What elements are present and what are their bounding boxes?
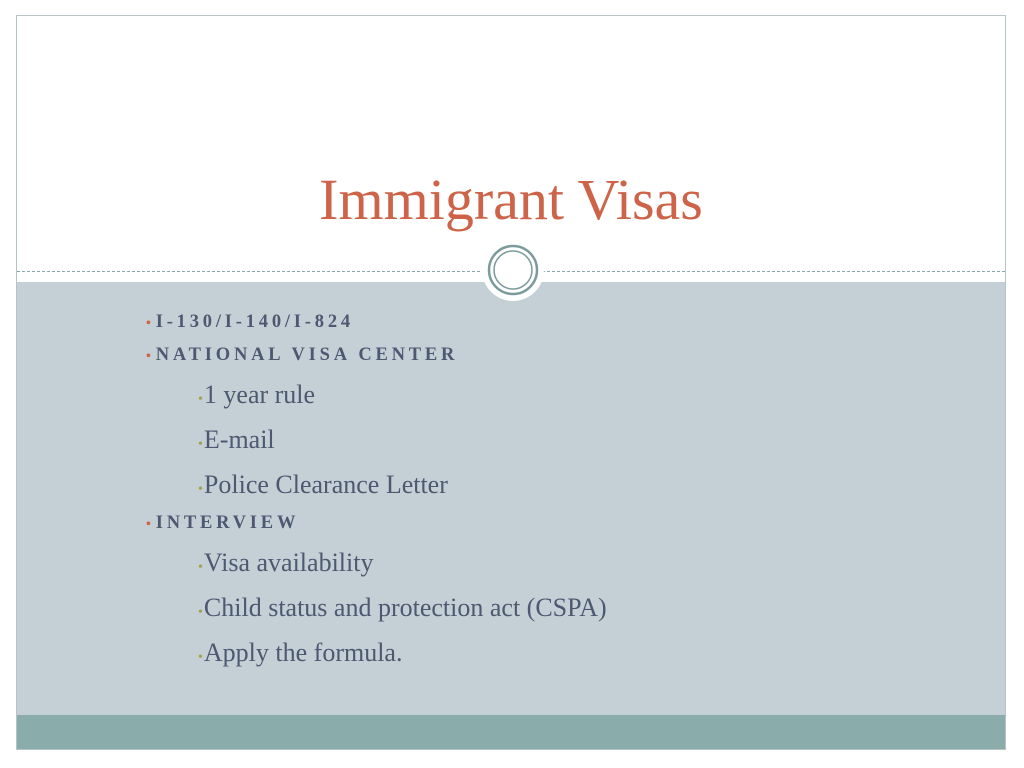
bullet-marker: • <box>198 482 203 497</box>
bullet-marker: • <box>198 560 203 575</box>
list-item <box>146 462 607 507</box>
bullet-text: Apply the formula. <box>203 638 403 667</box>
list-item <box>146 507 607 540</box>
bullet-marker: • <box>146 349 155 364</box>
list-item <box>146 540 607 585</box>
list-item <box>146 306 607 339</box>
list-item <box>146 339 607 372</box>
bullet-marker: • <box>146 517 155 532</box>
list-item <box>146 372 607 417</box>
footer-band <box>17 715 1005 749</box>
bullet-text: INTERVIEW <box>155 513 300 533</box>
bullet-marker: • <box>198 437 203 452</box>
bullet-text: E-mail <box>203 425 275 454</box>
bullet-text: Police Clearance Letter <box>203 470 448 499</box>
bullet-list <box>146 306 607 675</box>
slide-title: Immigrant Visas <box>319 167 703 232</box>
bullet-marker: • <box>146 316 155 331</box>
list-item <box>146 585 607 630</box>
list-item <box>146 630 607 675</box>
bullet-marker: • <box>198 605 203 620</box>
bullet-text: I-130/I-140/I-824 <box>155 312 354 332</box>
bullet-text: 1 year rule <box>203 380 316 409</box>
bullet-text: NATIONAL VISA CENTER <box>155 345 459 365</box>
circle-ornament-icon <box>481 238 545 302</box>
bullet-text: Visa availability <box>203 548 374 577</box>
bullet-marker: • <box>198 392 203 407</box>
bullet-marker: • <box>198 650 203 665</box>
bullet-text: Child status and protection act (CSPA) <box>203 593 607 622</box>
list-item <box>146 417 607 462</box>
